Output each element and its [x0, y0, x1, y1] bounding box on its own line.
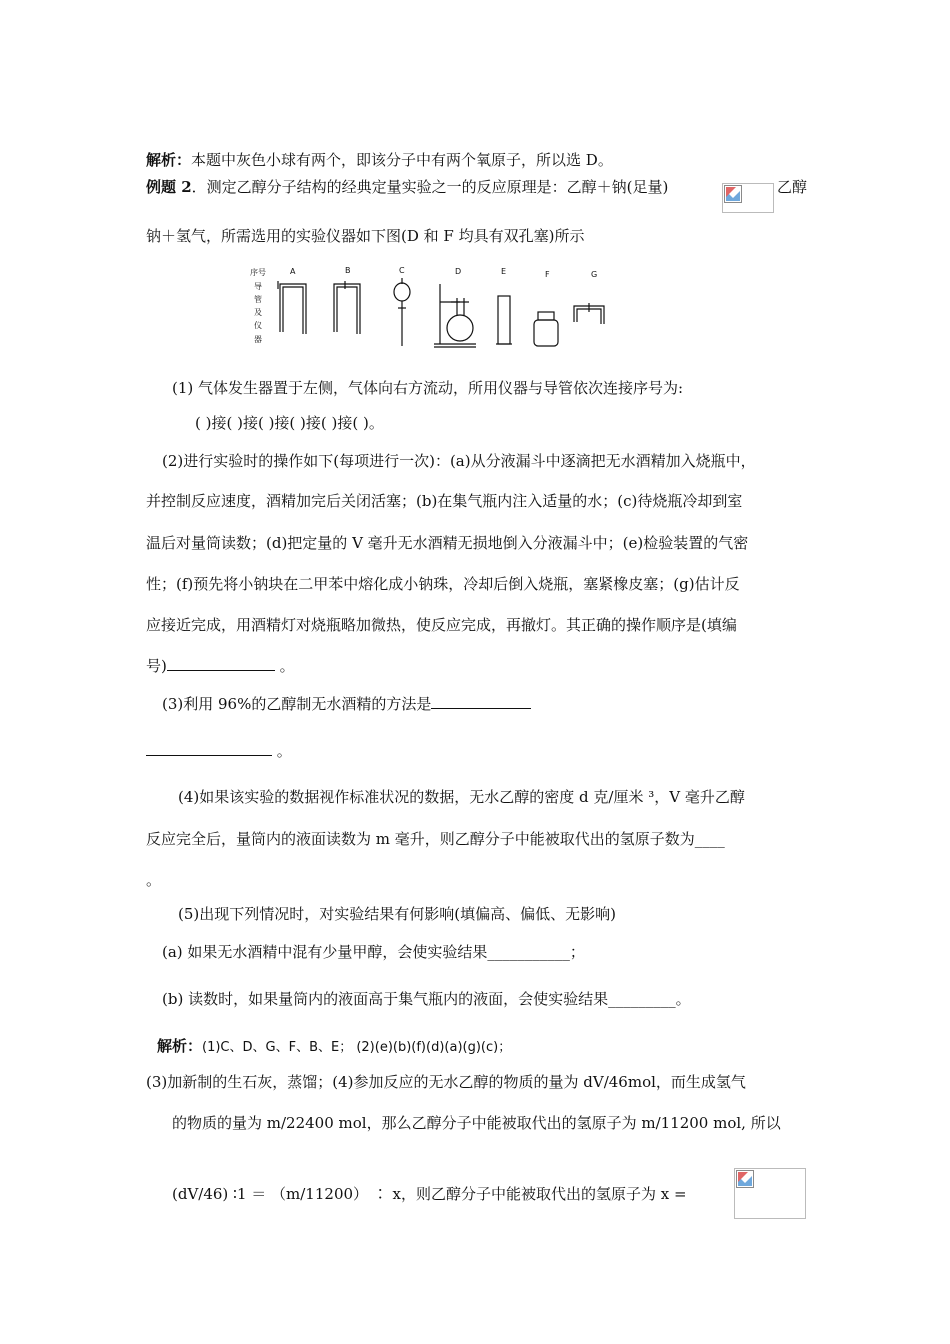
question-2-tail: 号)	[146, 657, 167, 675]
example-label: 例题 2	[146, 178, 192, 196]
answer-line-1	[157, 1036, 511, 1058]
figure-label-5: 器	[254, 335, 262, 344]
answer-label: 解析：	[157, 1037, 203, 1055]
broken-image-arrow	[722, 183, 774, 213]
question-3-end: 。	[272, 742, 292, 760]
answer-blank-3a[interactable]	[431, 694, 531, 709]
answer-blank-3b[interactable]	[146, 741, 272, 756]
apparatus-figure	[248, 264, 618, 354]
example-text: ．测定乙醇分子结构的经典定量实验之一的反应原理是：乙醇＋钠(足量)	[191, 178, 669, 196]
question-4-line-3: 。	[146, 871, 162, 889]
figure-label-4: 仪	[254, 321, 262, 330]
question-2-line-5: 应接近完成，用酒精灯对烧瓶略加微热，使反应完成，再撤灯。其正确的操作顺序是(填编	[146, 616, 737, 634]
question-5: (5)出现下列情况时，对实验结果有何影响(填偏高、偏低、无影响)	[178, 905, 616, 923]
question-5a: (a) 如果无水酒精中混有少量甲醇，会使实验结果___________；	[162, 943, 585, 961]
question-2-line-2: 并控制反应速度，酒精加完后关闭活塞；(b)在集气瓶内注入适量的水；(c)待烧瓶冷却到室	[146, 492, 743, 510]
question-4-line-2: 反应完全后，量筒内的液面读数为 m 毫升，则乙醇分子中能被取代出的氢原子数为____	[146, 830, 725, 848]
broken-image-formula	[734, 1168, 806, 1219]
broken-image-icon	[736, 1170, 754, 1188]
question-3-line-2	[146, 741, 292, 761]
figure-letter-d: D	[455, 267, 462, 276]
answer-line-2: (3)加新制的生石灰，蒸馏；(4)参加反应的无水乙醇的物质的量为 dV/46mol，而生成氢气	[146, 1073, 746, 1091]
figure-letter-f: F	[545, 270, 550, 279]
answer-line-4: (dV/46) ∶1 ＝ （m/11200） ∶ x，则乙醇分子中能被取代出的氢原子为 x =	[172, 1185, 687, 1203]
figure-label-1: 导	[254, 282, 262, 291]
figure-letter-c: C	[399, 266, 405, 275]
question-2-end: 。	[274, 657, 295, 675]
example-tail: 乙醇	[777, 178, 808, 196]
broken-image-icon	[724, 185, 742, 203]
analysis-line-1	[146, 150, 613, 170]
question-5b: (b) 读数时，如果量筒内的液面高于集气瓶内的液面，会使实验结果_________。	[162, 990, 691, 1008]
question-1: (1) 气体发生器置于左侧，气体向右方流动，所用仪器与导管依次连接序号为:	[172, 379, 684, 397]
answer-blank-2[interactable]	[167, 656, 275, 671]
analysis-label: 解析：	[146, 151, 192, 169]
question-2-line-4: 性；(f)预先将小钠块在二甲苯中熔化成小钠珠，冷却后倒入烧瓶，塞紧橡皮塞；(g)估计反	[146, 575, 740, 593]
question-2-line-3: 温后对量筒读数；(d)把定量的 V 毫升无水酒精无损地倒入分液漏斗中；(e)检验装置的气密	[146, 534, 749, 552]
answer-line-3: 的物质的量为 m/22400 mol，那么乙醇分子中能被取代出的氢原子为 m/11200 mol, 所以	[172, 1114, 781, 1132]
figure-letter-g: G	[591, 270, 598, 279]
question-2-line-1: (2)进行实验时的操作如下(每项进行一次)：(a)从分液漏斗中逐滴把无水酒精加入烧瓶中，	[162, 452, 756, 470]
question-4-line-1: (4)如果该实验的数据视作标准状况的数据，无水乙醇的密度 d 克/厘米 ³，V 毫升乙醇	[178, 788, 745, 806]
question-2-line-6	[146, 656, 295, 676]
analysis-text: 本题中灰色小球有两个，即该分子中有两个氧原子，所以选 D。	[191, 151, 613, 169]
answer-1: (1)C、D、G、F、B、E； (2)(e)(b)(f)(d)(a)(g)(c)；	[202, 1040, 512, 1055]
example-line-3: 钠＋氢气，所需选用的实验仪器如下图(D 和 F 均具有双孔塞)所示	[146, 227, 585, 245]
figure-letter-b: B	[345, 266, 351, 275]
figure-label-3: 及	[254, 308, 262, 317]
figure-label-2: 管	[254, 295, 262, 304]
question-1-blanks: ( )接( )接( )接( )接( )接( )。	[195, 414, 384, 432]
figure-label-serial: 序号	[250, 268, 266, 277]
example-2-line	[146, 177, 668, 197]
figure-letter-a: A	[290, 267, 296, 276]
question-3-line	[162, 694, 531, 714]
figure-letter-e: E	[501, 267, 507, 276]
question-3-text: (3)利用 96%的乙醇制无水酒精的方法是	[162, 695, 432, 713]
